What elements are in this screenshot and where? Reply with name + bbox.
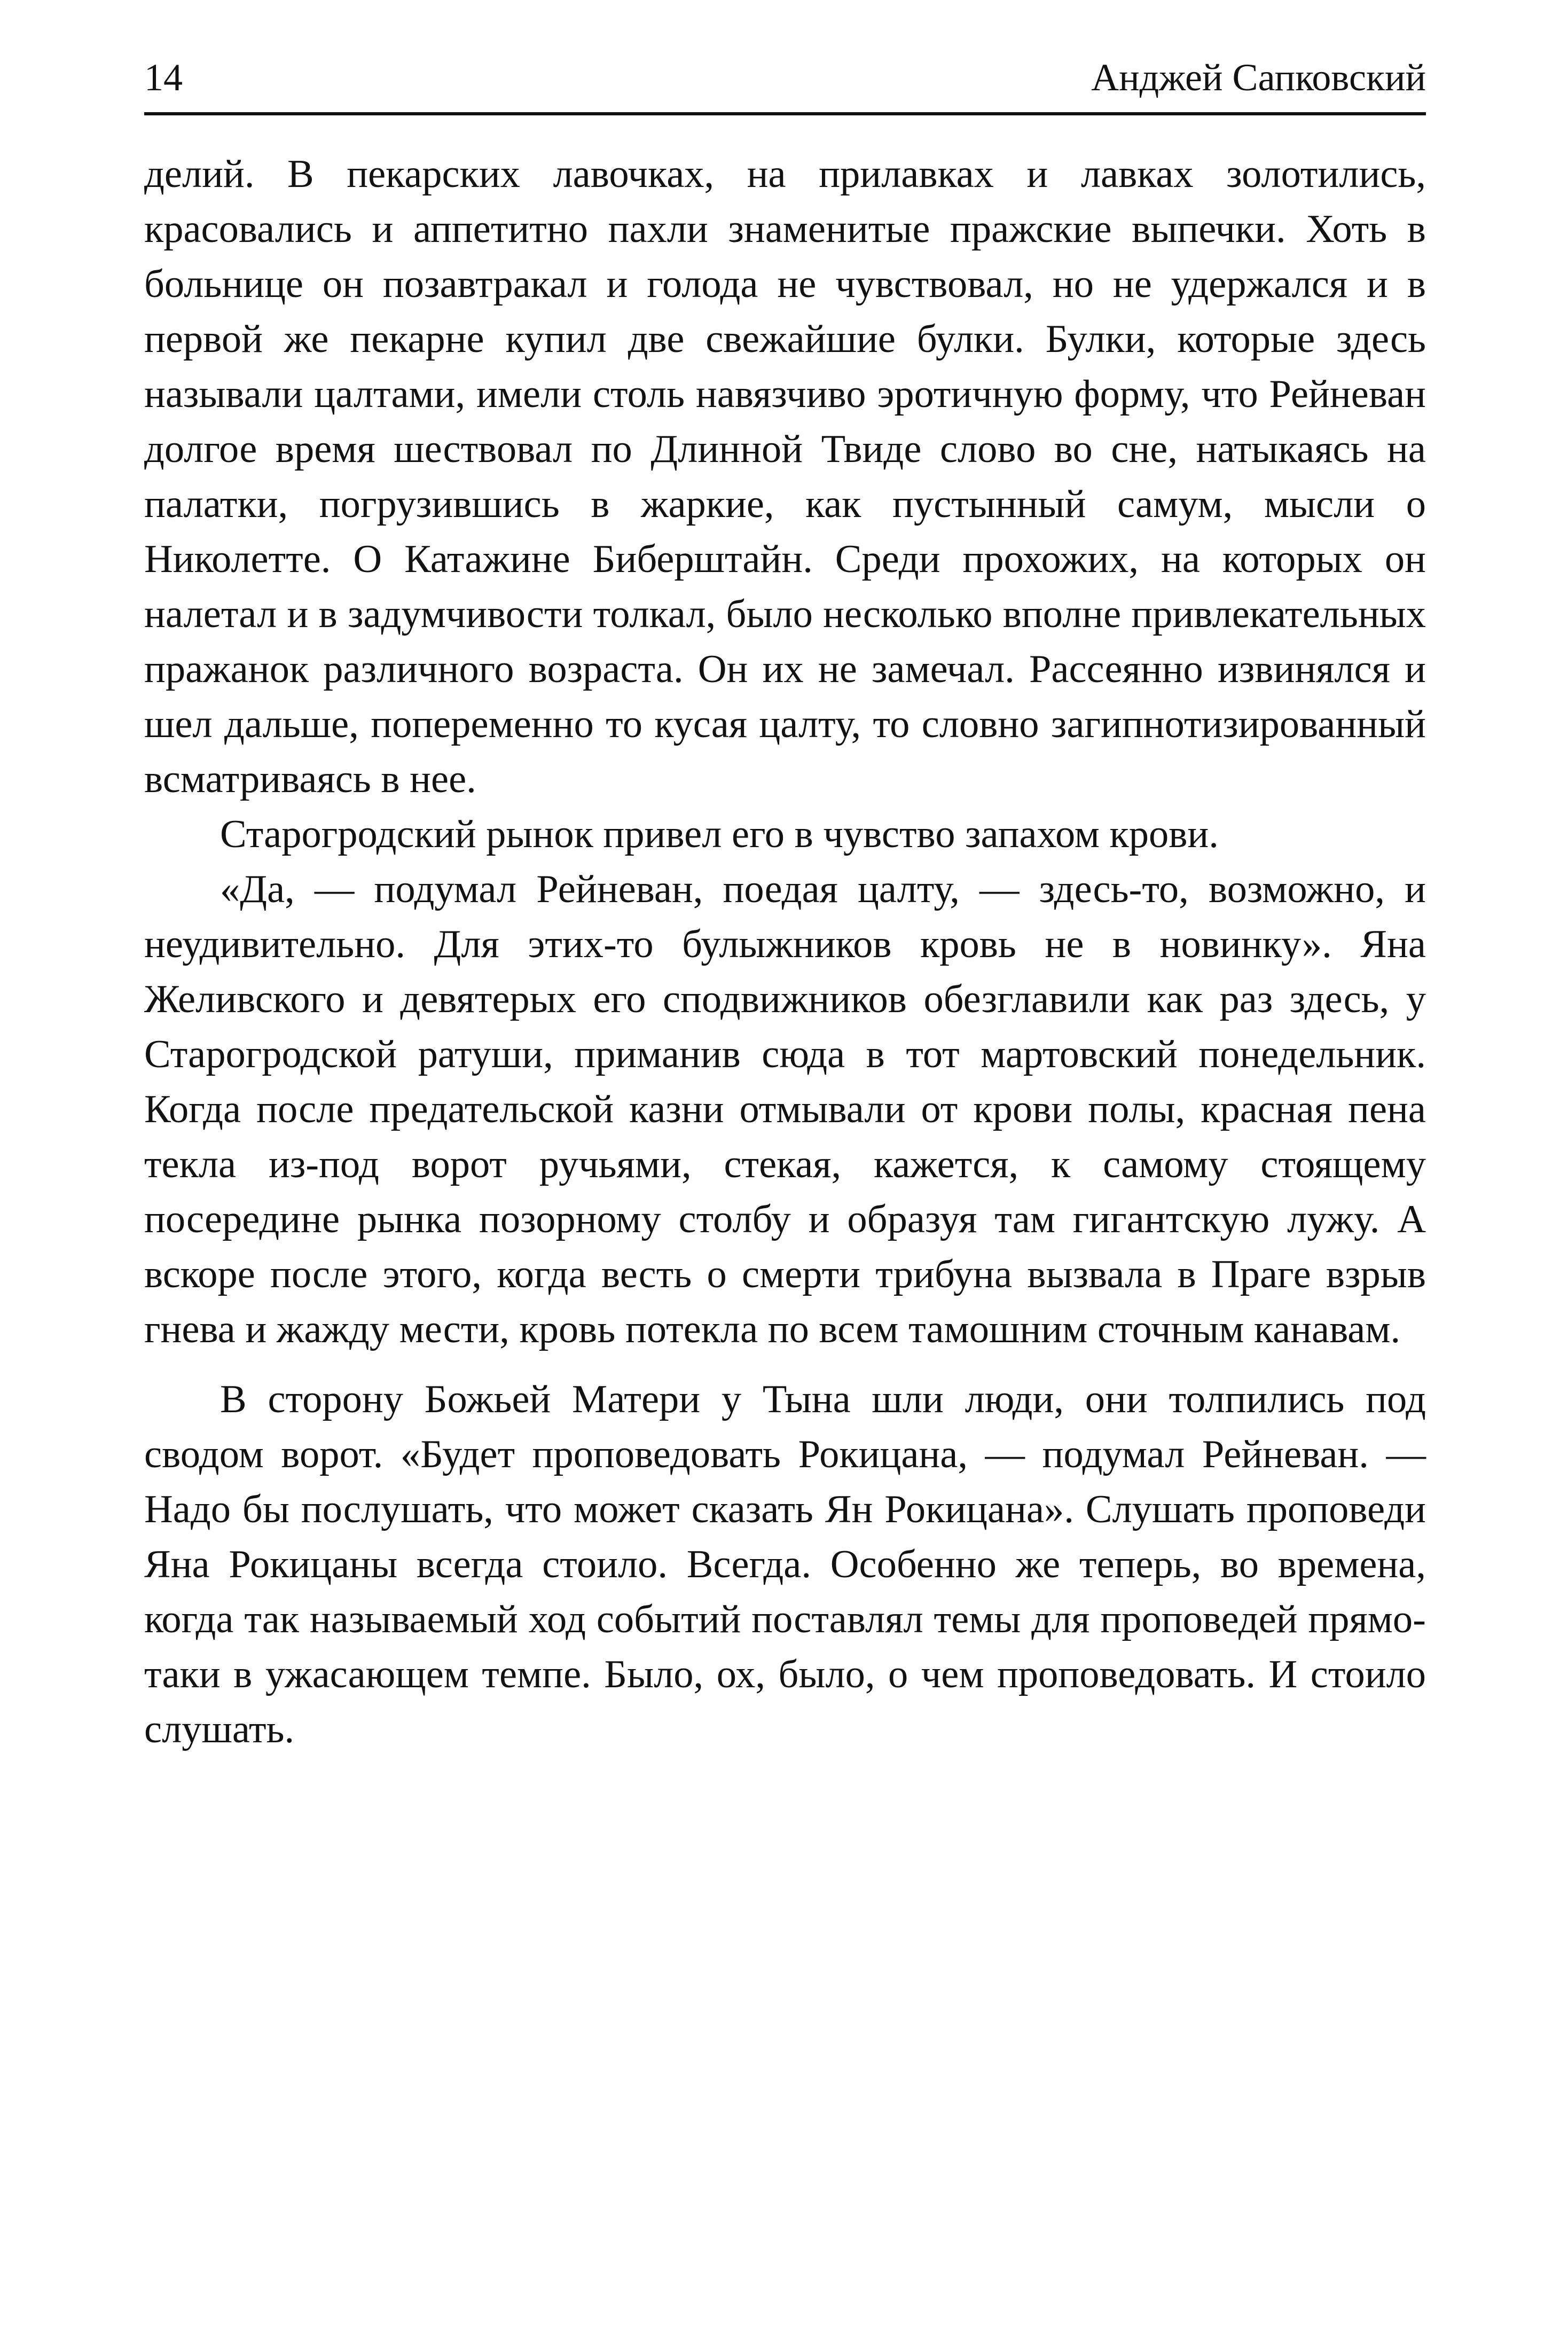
header-rule: [144, 112, 1426, 115]
paragraph-3: «Да, — подумал Рейневан, поедая цалту, — здесь-то, возможно, и неудивительно. Для этих-то булыжников кровь не в новинку». Яна Желивского и девятерых его сподвижников обезглавили как раз здесь, у Старогродской ратуши, приманив сюда в тот мартовский понедельник. Когда после предательской казни отмывали от крови полы, красная пена текла из-под ворот ручьями, стекая, кажется, к самому стоящему посередине рынка позорному столбу и образуя там гигантскую лужу. А вскоре после этого, когда весть о смерти трибуна вызвала в Праге взрыв гнева и жажду мести, кровь потекла по всем тамошним сточным канавам.: [144, 867, 1426, 1351]
page-number: 14: [144, 56, 183, 99]
running-header: [144, 53, 1426, 101]
running-title: Анджей Сапковский: [1091, 56, 1426, 99]
book-page: [144, 0, 1426, 2333]
paragraph-1: делий. В пекарских лавочках, на прилавках и лавках золотились, красовались и аппетитно пахли знаменитые пражские выпечки. Хоть в больнице он позавтракал и голода не чувствовал, но не удержался и в первой же пекарне купил две свежайшие булки. Булки, которые здесь называли цалтами, имели столь навязчиво эротичную форму, что Рейневан долгое время шествовал по Длинной Твиде слово во сне, натыкаясь на палатки, погрузившись в жаркие, как пустынный самум, мысли о Николетте. О Катажине Биберштайн. Среди прохожих, на которых он налетал и в задумчивости толкал, было несколько вполне привлекательных пражанок различного возраста. Он их не замечал. Рассеянно извинялся и шел дальше, попеременно то кусая цалту, то словно загипнотизированный всматриваясь в нее.: [144, 152, 1426, 801]
body-text: [144, 147, 1426, 1757]
paragraph-2: Старогродский рынок привел его в чувство запахом крови.: [220, 812, 1219, 856]
paragraph-4: В сторону Божьей Матери у Тына шли люди, они толпились под сводом ворот. «Будет проповедовать Рокицана, — подумал Рейневан. — Надо бы послушать, что может сказать Ян Рокицана». Слушать проповеди Яна Рокицаны всегда стоило. Всегда. Особенно же теперь, во времена, когда так называемый ход событий поставлял темы для проповедей прямо-таки в ужасающем темпе. Было, ох, было, о чем проповедовать. И стоило слушать.: [144, 1377, 1426, 1751]
